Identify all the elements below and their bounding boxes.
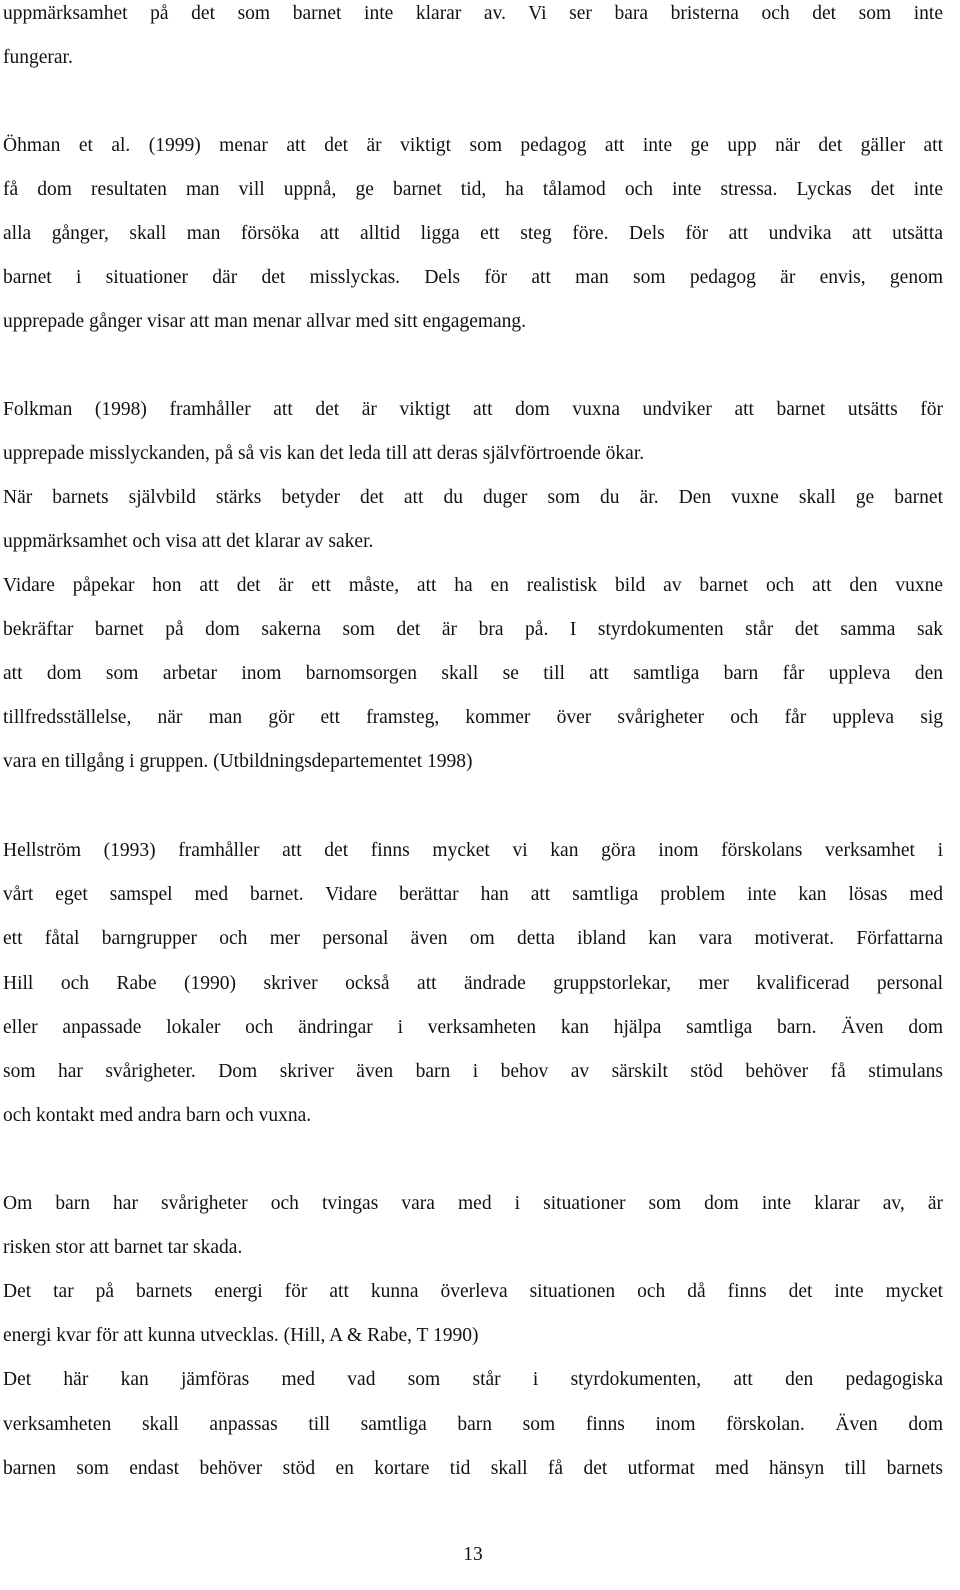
text-line: energi kvar för att kunna utvecklas. (Hill, A & Rabe, T 1990) bbox=[3, 1325, 479, 1346]
text-line: barnen som endast behöver stöd en kortare tid skall få det utformat med hänsyn till barnets bbox=[3, 1458, 943, 1479]
text-line: Öhman et al. (1999) menar att det är viktigt som pedagog att inte ge upp när det gäller att bbox=[3, 135, 943, 156]
text-line: Det tar på barnets energi för att kunna överleva situationen och då finns det inte mycket bbox=[3, 1281, 943, 1302]
text-line: risken stor att barnet tar skada. bbox=[3, 1237, 243, 1258]
text-line: tillfredsställelse, när man gör ett framsteg, kommer över svårigheter och får uppleva sig bbox=[3, 707, 943, 728]
text-line: uppmärksamhet och visa att det klarar av saker. bbox=[3, 531, 374, 552]
text-line: uppmärksamhet på det som barnet inte klarar av. Vi ser bara bristerna och det som inte bbox=[3, 3, 943, 24]
text-line: Om barn har svårigheter och tvingas vara med i situationer som dom inte klarar av, är bbox=[3, 1193, 943, 1214]
text-line: och kontakt med andra barn och vuxna. bbox=[3, 1105, 312, 1126]
document-page bbox=[3, 0, 943, 1590]
text-line: bekräftar barnet på dom sakerna som det är bra på. I styrdokumenten står det samma sak bbox=[3, 619, 943, 640]
text-line: alla gånger, skall man försöka att alltid ligga ett steg före. Dels för att undvika att utsätta bbox=[3, 223, 943, 244]
page-number: 13 bbox=[463, 1544, 483, 1565]
text-line: ett fåtal barngrupper och mer personal även om detta ibland kan vara motiverat. Författarna bbox=[3, 928, 943, 949]
text-line: få dom resultaten man vill uppnå, ge barnet tid, ha tålamod och inte stressa. Lyckas det inte bbox=[3, 179, 943, 200]
text-line: vårt eget samspel med barnet. Vidare berättar han att samtliga problem inte kan lösas med bbox=[3, 884, 943, 905]
text-line: Vidare påpekar hon att det är ett måste, att ha en realistisk bild av barnet och att den vuxne bbox=[3, 575, 943, 596]
text-line: Det här kan jämföras med vad som står i styrdokumenten, att den pedagogiska bbox=[3, 1369, 943, 1390]
text-line: barnet i situationer där det misslyckas. Dels för att man som pedagog är envis, genom bbox=[3, 267, 943, 288]
text-line: Hellström (1993) framhåller att det finns mycket vi kan göra inom förskolans verksamhet i bbox=[3, 840, 943, 861]
text-line: upprepade misslyckanden, på så vis kan det leda till att deras självförtroende ökar. bbox=[3, 443, 645, 464]
text-line: eller anpassade lokaler och ändringar i verksamheten kan hjälpa samtliga barn. Även dom bbox=[3, 1017, 943, 1038]
text-line: som har svårigheter. Dom skriver även barn i behov av särskilt stöd behöver få stimulans bbox=[3, 1061, 943, 1082]
text-line: Hill och Rabe (1990) skriver också att ändrade gruppstorlekar, mer kvalificerad personal bbox=[3, 973, 943, 994]
text-line: När barnets självbild stärks betyder det att du duger som du är. Den vuxne skall ge barnet bbox=[3, 487, 943, 508]
text-line: verksamheten skall anpassas till samtliga barn som finns inom förskolan. Även dom bbox=[3, 1414, 943, 1435]
text-line: vara en tillgång i gruppen. (Utbildningsdepartementet 1998) bbox=[3, 751, 473, 772]
text-line: att dom som arbetar inom barnomsorgen skall se till att samtliga barn får uppleva den bbox=[3, 663, 943, 684]
text-line: fungerar. bbox=[3, 47, 73, 68]
text-line: Folkman (1998) framhåller att det är viktigt att dom vuxna undviker att barnet utsätts för bbox=[3, 399, 943, 420]
text-line: upprepade gånger visar att man menar allvar med sitt engagemang. bbox=[3, 311, 527, 332]
